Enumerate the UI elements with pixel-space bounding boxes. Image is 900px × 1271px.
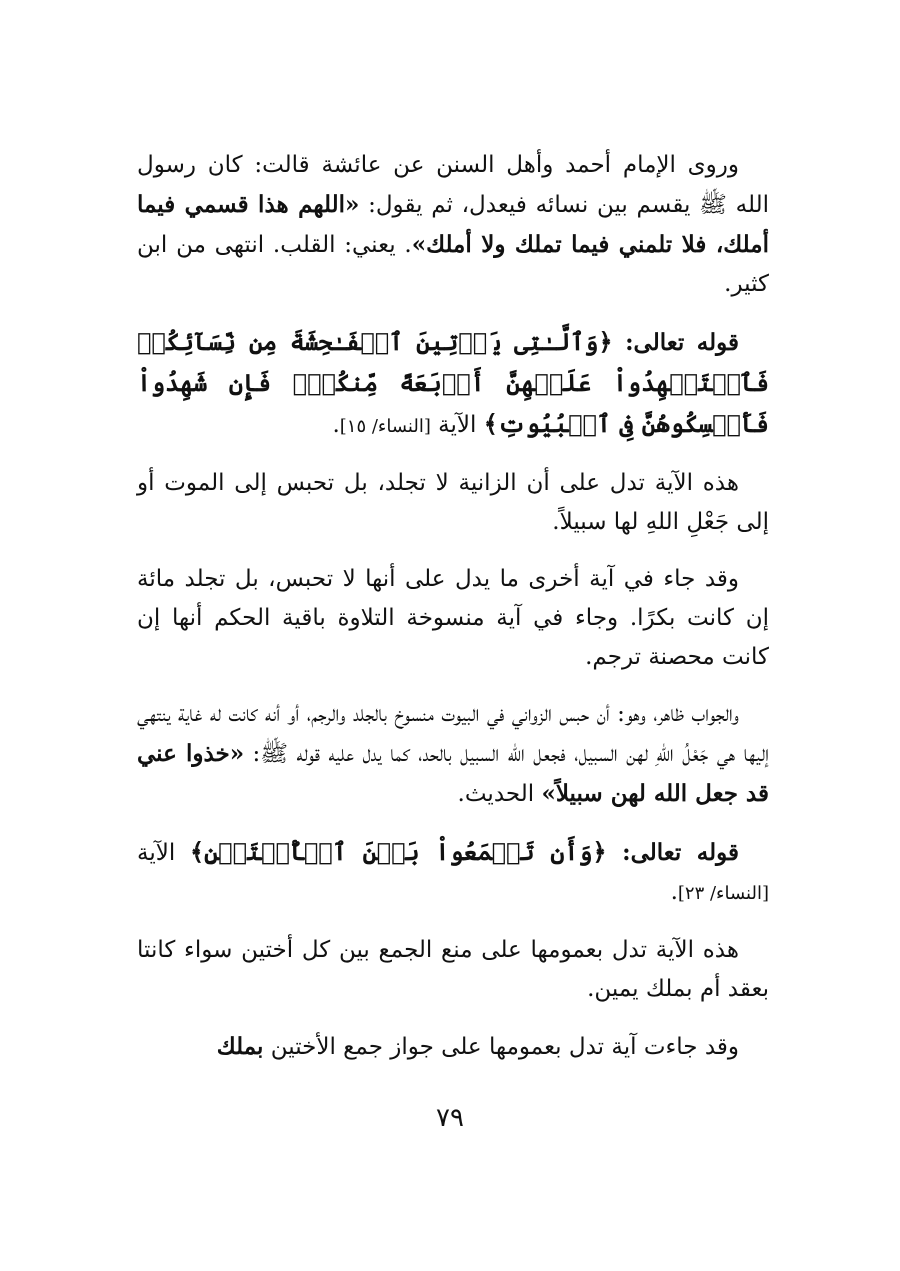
page-number: ٧٩ <box>436 1103 464 1133</box>
paragraph-verse-nisa-15 <box>137 322 769 446</box>
verse-lead: قوله تعالى: <box>606 839 739 866</box>
paragraph-text: وروى الإمام أحمد وأهل السنن عن عائشة قالت: كان رسول الله ﷺ يقسم بين نسائه فيعدل، ثم يقول: <box>137 152 769 218</box>
paragraph-verse-nisa-23 <box>137 832 769 913</box>
quran-verse: ﴿وَٱلَّـٰتِى يَأۡتِينَ ٱلۡفَـٰحِشَةَ مِن نِّسَآئِكُمۡ فَٱسۡتَشۡهِدُواْ عَلَيۡهِنَّ أَرۡبَعَةً مِّنكُمۡۖ فَإِن شَهِدُواْ فَأَمۡسِكُوهُنَّ فِى ٱلۡبُيُوتِ﴾ <box>137 327 769 438</box>
paragraph-end: . <box>670 879 678 905</box>
verse-tail: الآية <box>430 412 484 438</box>
paragraph-text: . يعني: القلب. انتهى من ابن كثير. <box>137 232 769 297</box>
paragraph-bold-word: بملك <box>216 1033 264 1060</box>
quran-verse: ﴿وَأَن تَجۡمَعُواْ بَيۡنَ ٱلۡأُخۡتَيۡنِ﴾ <box>190 837 607 866</box>
hadith-quote: «اللهم هذا قسمي فيما أملك، فلا تلمني فيما تملك ولا أملك» <box>137 191 769 258</box>
paragraph-end: . <box>332 412 340 438</box>
paragraph-text: والجواب ظاهر، وهو: أن حبس الزواني في البيوت منسوخ بالجلد والرجم، أو أنه كانت له غاية ينتهي إليها هي جَعْلُ اللهِ لهن السبيل، فجعل الله السبيل بالحد، كما يدل عليه قوله ﷺ: <box>137 701 769 767</box>
hadith-quote: «خذوا عني قد جعل الله لهن سبيلاً» <box>137 740 769 807</box>
verse-reference: [النساء/ ١٥] <box>339 416 431 437</box>
verse-reference: [النساء/ ٢٣] <box>677 883 769 904</box>
paragraph-explanation-3 <box>137 931 769 1009</box>
paragraph-explanation-1 <box>137 464 769 542</box>
paragraph-text: الحديث. <box>457 781 542 807</box>
verse-tail: الآية <box>137 840 191 866</box>
page-body <box>137 146 769 1085</box>
paragraph-explanation-4 <box>137 1027 769 1067</box>
paragraph-text: وقد جاءت آية تدل بعمومها على جواز جمع الأختين <box>263 1034 739 1060</box>
verse-lead: قوله تعالى: <box>612 329 740 356</box>
paragraph-aisha-hadith <box>137 146 769 304</box>
paragraph-text: هذه الآية تدل بعمومها على منع الجمع بين كل أختين سواء كانتا بعقد أم بملك يمين. <box>137 937 769 1002</box>
paragraph-answer <box>137 695 769 814</box>
paragraph-explanation-2 <box>137 560 769 677</box>
paragraph-text: هذه الآية تدل على أن الزانية لا تجلد، بل تحبس إلى الموت أو إلى جَعْلِ اللهِ لها سبيلاً. <box>137 470 769 535</box>
paragraph-text: وقد جاء في آية أخرى ما يدل على أنها لا تحبس، بل تجلد مائة إن كانت بكرًا. وجاء في آية منسوخة التلاوة باقية الحكم أنها إن كانت محصنة ترجم. <box>137 566 769 670</box>
